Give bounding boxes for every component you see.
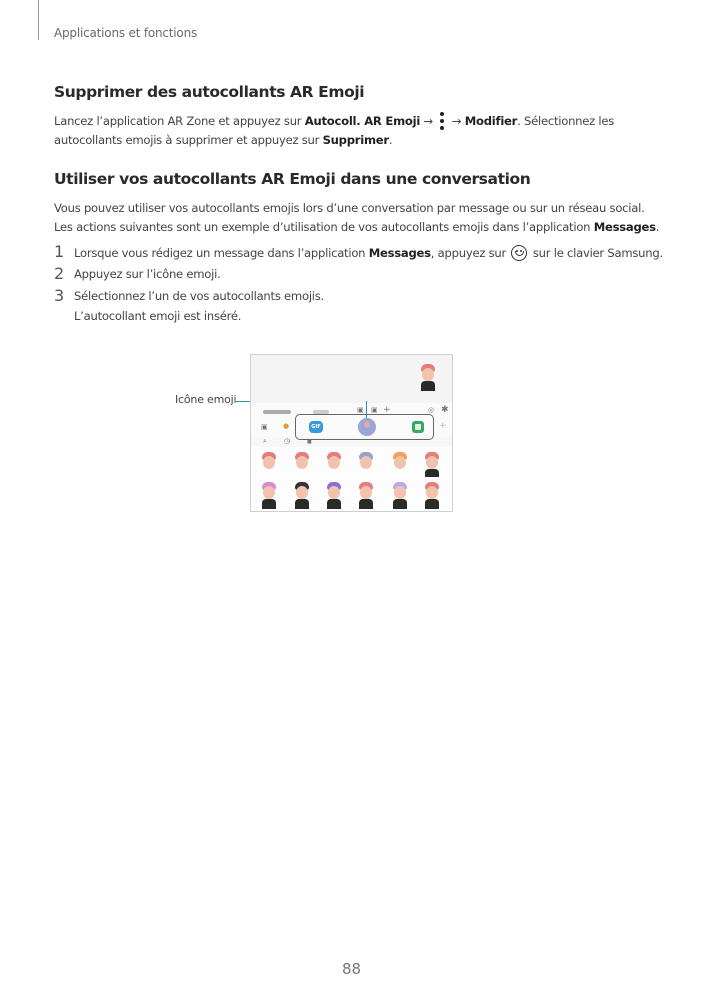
step-number: 1 [54,242,64,261]
gif-button[interactable]: GIF [309,421,323,433]
sticker[interactable] [421,451,443,479]
keyboard-icon[interactable]: ▣ [261,423,268,431]
ar-emoji-button[interactable] [358,418,376,436]
text: autocollants emojis à supprimer et appuyez sur [54,133,323,147]
sent-sticker [417,363,439,391]
step-number: 2 [54,264,64,283]
text: Lorsque vous rédigez un message dans l’application [74,246,369,260]
plus-icon: + [383,405,391,415]
chapter-title: Applications et fonctions [54,26,198,40]
section-title-delete-stickers: Supprimer des autocollants AR Emoji [54,83,365,101]
sticker-tab-icon[interactable]: ● [283,422,290,430]
section-title-use-stickers: Utiliser vos autocollants AR Emoji dans une conversation [54,170,531,188]
recent-icon[interactable]: ◷ [284,437,291,445]
sticker[interactable] [421,481,443,509]
callout-line [366,401,367,418]
menu-path-edit: Modifier [464,114,518,128]
delete-instructions [54,112,614,150]
sticker[interactable] [389,451,411,479]
sticker-grid [251,447,452,511]
image-icon: ▣ [357,406,364,414]
app-name-messages: Messages [593,220,656,234]
search-icon[interactable]: ⌕ [263,437,267,445]
text: . [655,220,660,234]
text: Appuyez sur l’icône emoji. [74,267,221,281]
add-icon[interactable]: + [439,421,447,431]
emoji-sticker-button[interactable] [412,421,424,433]
text: Sélectionnez l’un de vos autocollants emojis. [74,289,324,303]
menu-path-ar-emoji-stickers: Autocoll. AR Emoji [304,114,421,128]
menu-path-delete: Supprimer [322,133,389,147]
sticker[interactable] [291,481,313,509]
text: sur le clavier Samsung. [529,246,663,260]
sticker[interactable] [355,481,377,509]
page-number: 88 [341,960,362,978]
sticker[interactable] [389,481,411,509]
callout-label-emoji-icon: Icône emoji [175,393,237,406]
gif-icon: ▣ [371,406,378,414]
text: . Sélectionnez les [517,114,615,128]
text: . [388,133,393,147]
sticker[interactable] [258,451,280,479]
smiley-icon [511,245,527,261]
app-name-messages: Messages [368,246,431,260]
sticker[interactable] [323,481,345,509]
more-options-icon [438,112,446,130]
text: Les actions suivantes sont un exemple d’utilisation de vos autocollants emojis dans l’application [54,220,594,234]
step-number: 3 [54,286,64,305]
search-icon: ◎ [428,406,435,414]
sticker[interactable] [355,451,377,479]
use-intro [54,199,659,237]
arrow: → [448,114,465,128]
text: Vous pouvez utiliser vos autocollants emojis lors d’une conversation par message ou sur un réseau social. [54,201,645,215]
step-result: L’autocollant emoji est inséré. [74,309,242,323]
arrow: → [420,114,437,128]
text: Lancez l’application AR Zone et appuyez sur [54,114,305,128]
sticker[interactable] [258,481,280,509]
category-icon[interactable]: ■ [307,439,312,445]
margin-rule [38,0,39,40]
text: , appuyez sur [430,246,510,260]
toolbar-bar [263,410,291,414]
keyboard-screenshot [250,354,453,512]
sticker[interactable] [323,451,345,479]
settings-icon: ✱ [441,405,449,415]
sticker[interactable] [291,451,313,479]
